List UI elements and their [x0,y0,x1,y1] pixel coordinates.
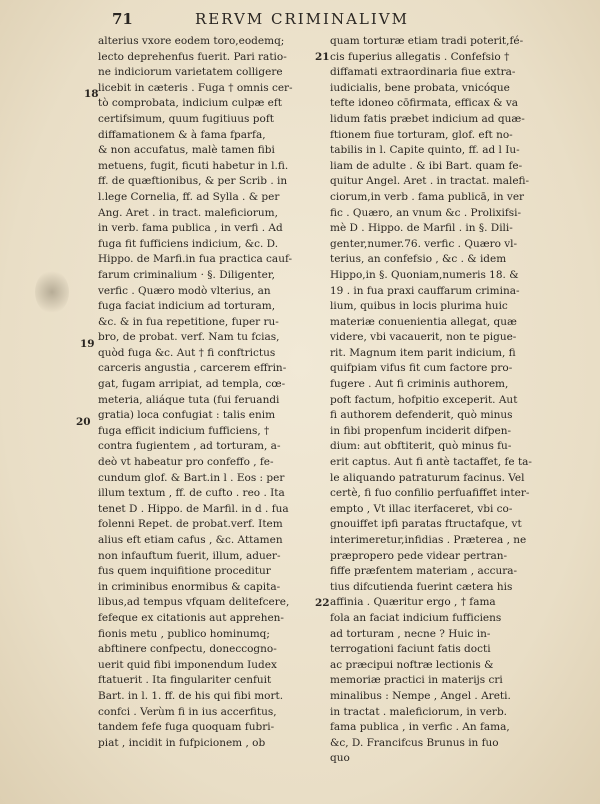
text-line: quitur Angel. Aret . in tractat. malefi- [330,175,530,188]
text-line: poft factum, hofpitio exceperit. Aut [330,393,518,406]
text-line: verfic . Quæro modò vlterius, an [98,284,271,297]
text-line: tabilis in l. Capite quinto, ff. ad l Iu- [330,144,520,157]
text-line: fefeque ex citationis aut apprehen- [98,611,284,624]
text-line: non infauftum fuerit, illum, aduer- [98,549,281,562]
text-line: quo [330,752,350,765]
text-line: tefte idoneo cōfirmata, efficax & va [330,97,519,110]
text-line: ac præcipui noftræ lectionis & [330,658,494,671]
margin-number-22: 22 [315,597,330,609]
text-line: in verb. fama publica , in verfi . Ad [98,222,283,235]
text-line: dium: aut obftiterit, quò minus fu- [330,440,512,453]
text-line: interimeretur,infidias . Præterea , ne [330,534,527,546]
text-line: certifsimum, quum fugitiuus poft [98,112,274,125]
text-line: tandem fefe fuga quoquam fubri- [98,721,275,734]
text-line: ne indiciorum varietatem colligere [98,66,283,79]
text-line: ciorum,in verb . fama publicā, in ver [330,190,525,203]
text-line: certè, fi fuo confilio perfuafiffet inter- [330,487,530,500]
page-header [0,8,600,34]
running-title: RERVM CRIMINALIVM [195,10,409,28]
page-number: 71 [112,10,133,28]
text-line: alterius vxore eodem toro,eodemq; [98,35,285,47]
text-line: gratia) loca confugiat : talis enim [98,409,276,422]
margin-number-20: 20 [76,416,91,428]
right-text-column [330,34,556,767]
text-line: meteria, aliáque tuta (fui feruandi [98,393,280,406]
text-line: Hippo,in §. Quoniam,numeris 18. & [330,268,519,281]
text-line: ftatuerit . Ita fingulariter cenfuit [98,674,272,687]
text-line: erit captus. Aut fi antè tactaffet, fe ta- [330,456,532,469]
text-line: bro, de probat. verf. Nam tu fcias, [98,331,280,344]
text-line: l.lege Cornelia, ff. ad Sylla . & per [98,190,280,203]
text-line: 19 . in fua praxi cauffarum crimina- [330,284,520,297]
text-line: confci . Verùm fi in ius accerfitus, [98,705,277,718]
text-line: rit. Magnum item parit indicium, fi [330,346,516,359]
text-line: carceris angustia , carcerem effrin- [98,362,287,375]
text-line: terrogationi faciunt fatis docti [330,643,491,656]
text-line: gnouiffet ipfi paratas ftructafque, vt [330,518,522,531]
text-line: alius eft etiam cafus , &c. Attamen [98,534,283,546]
text-line: Hippo. de Marfi.in fua practica cauf- [98,253,293,266]
text-line: licebit in cæteris . Fuga † omnis cer- [98,81,293,94]
text-line: fi authorem defenderit, quò minus [330,409,513,422]
text-line: fionis metu , publico hominumq; [98,627,270,640]
text-line: liam de adulte . & ibi Bart. quam fe- [330,159,523,172]
text-line: quòd fuga &c. Aut † fi conftrictus [98,346,276,359]
text-line: fama publica , in verfic . An fama, [330,721,510,734]
text-line: videre, vbi vacauerit, non te pigue- [330,331,517,344]
text-line: fic . Quæro, an vnum &c . Prolixifsi- [330,206,522,219]
text-line: fuga efficit indicium fufficiens, † [98,424,270,437]
text-line: mè D . Hippo. de Marfil . in §. Dili- [330,222,513,235]
text-line: Ang. Aret . in tract. maleficiorum, [98,206,278,219]
text-line: fuga fit fufficiens indicium, &c. D. [98,237,279,250]
text-line: diffamationem & à fama fparfa, [98,128,266,141]
text-line: contra fugientem , ad torturam, a- [98,440,281,453]
text-line: uerit quid fibi imponendum Iudex [98,658,277,671]
text-line: terius, an confefsio , &c . & idem [330,253,507,266]
text-line: genter,numer.76. verfic . Quæro vl- [330,237,518,250]
text-line: præpropero pede videar pertran- [330,549,508,562]
margin-number-18: 18 [84,88,99,100]
text-line: gat, fugam arripiat, ad templa, cœ- [98,378,286,391]
text-line: lium, quibus in locis plurima huic [330,300,508,313]
left-text-column [98,34,324,751]
text-line: fugere . Aut fi criminis authorem, [330,378,509,391]
margin-number-21: 21 [315,51,330,63]
text-line: cis fuperius allegatis . Confefsio † [330,50,510,63]
text-line: illum textum , ff. de cufto . reo . Ita [98,487,285,500]
text-line: fus quem inquifitione proceditur [98,565,271,578]
text-line: fiffe præfentem materiam , accura- [330,565,518,578]
text-line: tò comprobata, indicium culpæ eft [98,97,282,110]
text-line: ftionem fiue torturam, glof. eft no- [330,128,513,141]
text-line: iudicialis, bene probata, vnicóque [330,81,510,94]
text-line: ad torturam , necne ? Huic in- [330,627,491,640]
text-line: le aliquando patraturum facinus. Vel [330,471,525,484]
text-line: abftinere confpectu, doneccogno- [98,643,277,656]
text-line: & non accufatus, malè tamen fibi [98,144,275,157]
margin-number-19: 19 [80,338,95,350]
text-line: tenet D . Hippo. de Marfil. in d . fua [98,502,289,515]
text-line: diffamati extraordinaria fiue extra- [330,66,516,79]
text-line: materiæ conuenientia allegat, quæ [330,315,517,328]
text-line: quam torturæ etiam tradi poterit,fé- [330,35,524,47]
text-line: fola an faciat indicium fufficiens [330,611,502,624]
text-line: in fibi propenfum inciderit difpen- [330,424,512,437]
text-line: farum criminalium · §. Diligenter, [98,268,276,281]
text-line: ff. de quæftionibus, & per Scrib . in [98,175,288,188]
text-line: lidum fatis præbet indicium ad quæ- [330,112,525,125]
text-line: tius difcutienda fuerint cætera his [330,580,513,593]
text-line: deò vt habeatur pro confeffo , fe- [98,456,274,469]
text-line: fuga faciat indicium ad torturam, [98,300,276,313]
text-line: cundum glof. & Bart.in l . Eos : per [98,471,285,484]
text-line: affinia . Quæritur ergo , † fama [330,596,496,609]
text-line: in tractat . maleficiorum, in verb. [330,705,507,718]
text-line: Bart. in l. 1. ff. de his qui fibi mort. [98,689,284,702]
text-line: quifpiam vifus fit cum factore pro- [330,362,513,375]
text-line: minalibus : Nempe , Angel . Areti. [330,689,511,702]
text-line: piat , incidit in fufpicionem , ob [98,736,266,749]
text-line: memoriæ practici in materijs cri [330,674,503,687]
text-line: in criminibus enormibus & capita- [98,580,281,593]
text-line: &c. & in fua repetitione, fuper ru- [98,315,279,328]
paper-stain [35,270,69,314]
text-line: libus,ad tempus vfquam delitefcere, [98,596,290,609]
text-line: metuens, fugit, ficuti habetur in l.fi. [98,159,289,172]
text-line: empto , Vt illac iterfaceret, vbi co- [330,502,513,515]
text-line: folenni Repet. de probat.verf. Item [98,518,283,531]
text-line: &c, D. Francifcus Brunus in fuo [330,736,499,749]
text-line: lecto deprehenfus fuerit. Pari ratio- [98,50,287,63]
